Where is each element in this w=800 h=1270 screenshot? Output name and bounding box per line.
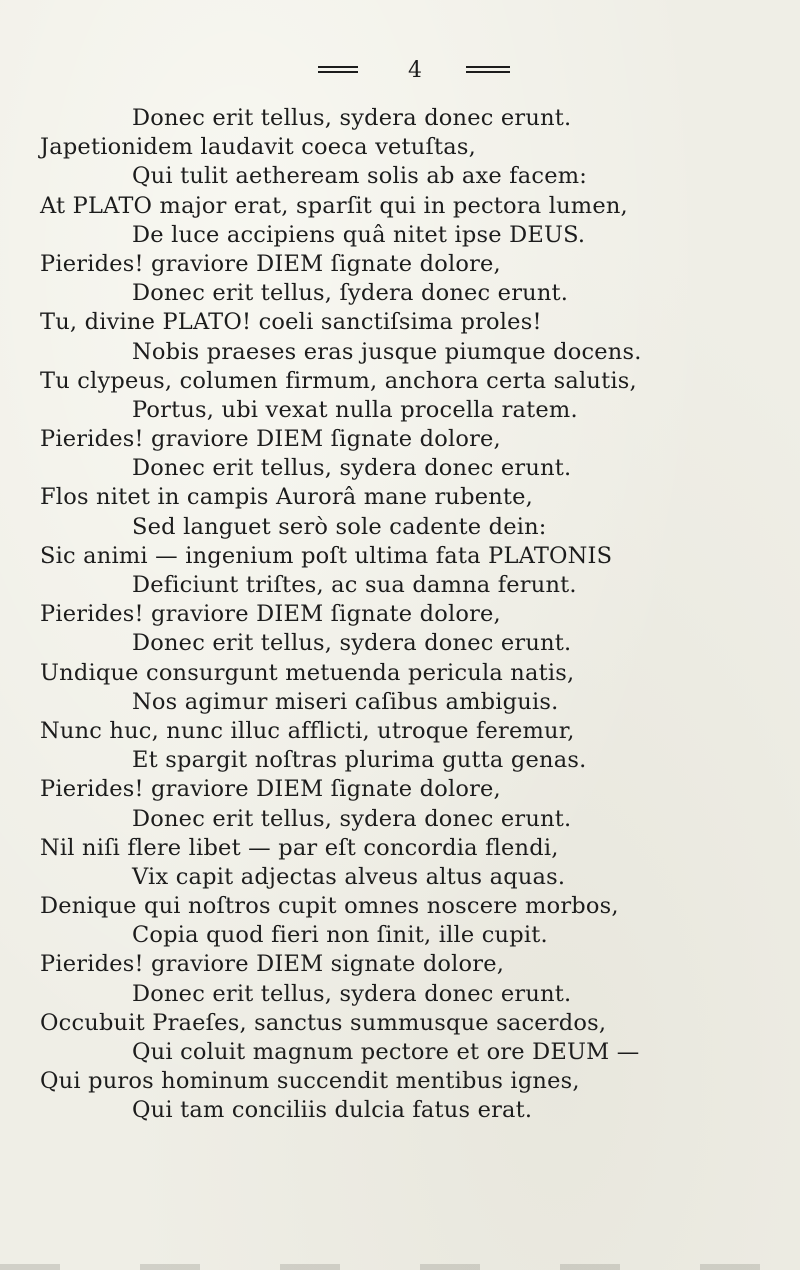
header-rule-left <box>318 66 358 73</box>
verse-line: Pierides! graviore DIEM ſignate dolore, <box>40 426 501 453</box>
header-rule-right <box>466 66 510 73</box>
verse-line: Nos agimur miseri caſibus ambiguis. <box>132 688 559 715</box>
verse-line: Tu, divine PLATO! coeli sanctiſsima proles! <box>40 309 542 336</box>
verse-line: Occubuit Praeſes, sanctus summusque sacerdos, <box>40 1009 607 1036</box>
verse-line: Donec erit tellus, sydera donec erunt. <box>132 630 572 657</box>
page-header <box>0 58 800 88</box>
verse-line: De luce accipiens quâ nitet ipse DEUS. <box>132 221 586 248</box>
verse-line: At PLATO major erat, sparſit qui in pectora lumen, <box>40 192 628 219</box>
page-number: 4 <box>408 58 422 83</box>
verse-line: Donec erit tellus, sydera donec erunt. <box>132 805 572 832</box>
verse-line: Donec erit tellus, sydera donec erunt. <box>132 980 572 1007</box>
verse-line: Japetionidem laudavit coeca vetuſtas, <box>40 134 476 161</box>
verse-line: Sed languet serò sole cadente dein: <box>132 513 547 540</box>
verse-line: Pierides! graviore DIEM ſignate dolore, <box>40 776 501 803</box>
verse-line: Qui coluit magnum pectore et ore DEUM — <box>132 1039 640 1065</box>
verse-line: Pierides! graviore DIEM ſignate dolore, <box>40 601 501 628</box>
verse-line: Flos nitet in campis Aurorâ mane rubente, <box>40 484 534 511</box>
verse-line: Donec erit tellus, ſydera donec erunt. <box>132 280 569 307</box>
poem-body <box>0 104 800 1126</box>
verse-line: Qui tulit aetheream solis ab axe facem: <box>132 163 588 190</box>
verse-line: Qui puros hominum succendit mentibus ignes, <box>40 1068 580 1095</box>
verse-line: Nobis praeses eras jusque piumque docens. <box>132 338 642 365</box>
verse-line: Sic animi — ingenium poſt ultima fata PLATONIS <box>40 542 613 569</box>
page-bottom-edge <box>0 1264 800 1270</box>
verse-line: Tu clypeus, columen firmum, anchora certa salutis, <box>40 367 637 394</box>
verse-line: Pierides! graviore DIEM signate dolore, <box>40 951 505 978</box>
verse-line: Vix capit adjectas alveus altus aquas. <box>132 863 566 890</box>
verse-line: Copia quod fieri non ſinit, ille cupit. <box>132 922 548 949</box>
verse-line: Deficiunt triſtes, ac sua damna ferunt. <box>132 572 577 598</box>
verse-line: Undique consurgunt metuenda pericula natis, <box>40 659 575 686</box>
verse-line: Donec erit tellus, sydera donec erunt. <box>132 105 572 131</box>
verse-line: Et spargit noſtras plurima gutta genas. <box>132 747 587 774</box>
verse-line: Nil niſi flere libet — par eſt concordia flendi, <box>40 834 559 861</box>
verse-line: Nunc huc, nunc illuc afflicti, utroque feremur, <box>40 717 575 744</box>
verse-line: Denique qui noſtros cupit omnes noscere morbos, <box>40 893 619 920</box>
verse-line: Qui tam conciliis dulcia fatus erat. <box>132 1097 533 1124</box>
verse-line: Pierides! graviore DIEM ſignate dolore, <box>40 250 501 277</box>
verse-line: Donec erit tellus, sydera donec erunt. <box>132 455 572 482</box>
verse-line: Portus, ubi vexat nulla procella ratem. <box>132 396 578 423</box>
